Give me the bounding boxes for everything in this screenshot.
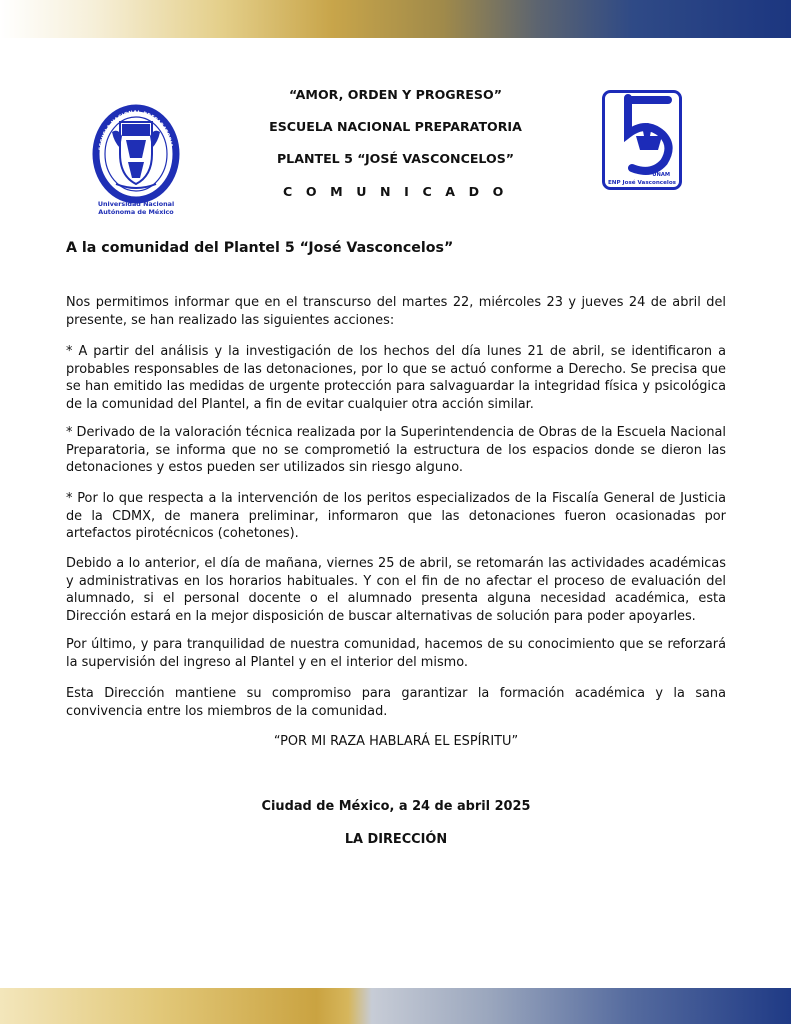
salutation: A la comunidad del Plantel 5 “José Vasconcelos” xyxy=(66,240,454,256)
unam-ring-text: ESCUELA NACIONAL PREPARATORIA xyxy=(98,109,174,151)
unam-name-line-2: Autónoma de México xyxy=(98,208,174,216)
paragraph-experts: * Por lo que respecta a la intervención de los peritos especializados de la Fiscalía General de Justicia de la CDMX, de manera preliminar, informaron que las detonaciones fueron ocasionadas por artefactos pirotécnicos (cohetones). xyxy=(66,491,726,541)
plantel-name: PLANTEL 5 “JOSÉ VASCONCELOS” xyxy=(276,151,515,166)
paragraph-investigation: * A partir del análisis y la investigación de los hechos del día lunes 21 de abril, se identificaron a probables responsables de las detonaciones, por lo que se actuó conforme a Derecho. Se precisa que se han emitido las medidas de urgente protección para salvaguardar la integridad física y psicológica de la comunidad del Plantel, a fin de evitar cualquier otra acción similar. xyxy=(66,344,726,412)
paragraph-structure: * Derivado de la valoración técnica realizada por la Superintendencia de Obras de la Escuela Nacional Preparatoria, se informa que no se comprometió la estructura de los espacios donde se dieron las detonaciones y estos pueden ser utilizados sin riesgo alguno. xyxy=(66,425,726,475)
unam-logo xyxy=(92,92,180,218)
bottom-decorative-band xyxy=(0,988,791,1024)
enp5-logo xyxy=(602,90,682,190)
institution-motto: “AMOR, ORDEN Y PROGRESO” xyxy=(289,87,502,102)
paragraph-intro: Nos permitimos informar que en el transcurso del martes 22, miércoles 23 y jueves 24 de abril del presente, se han realizado las siguientes acciones: xyxy=(66,295,726,328)
signature: LA DIRECCIÓN xyxy=(344,832,448,847)
document-date: Ciudad de México, a 24 de abril 2025 xyxy=(261,799,531,814)
paragraph-resume-activities: Debido a lo anterior, el día de mañana, viernes 25 de abril, se retomarán las actividades académicas y administrativas en los horarios habituales. Y con el fin de no afectar el proceso de evaluación del alumnado, si el personal docente o el alumnado presenta alguna necesidad académica, esta Dirección estará en la mejor disposición de buscar alternativas de solución para poder apoyarles. xyxy=(66,556,726,624)
enp-logo-unam-text: UNAM xyxy=(652,172,670,178)
closing-motto: “POR MI RAZA HABLARÁ EL ESPÍRITU” xyxy=(273,734,519,749)
top-decorative-band xyxy=(0,0,791,38)
paragraph-supervision: Por último, y para tranquilidad de nuestra comunidad, hacemos de su conocimiento que se reforzará la supervisión del ingreso al Plantel y en el interior del mismo. xyxy=(66,637,726,670)
school-name: ESCUELA NACIONAL PREPARATORIA xyxy=(269,119,522,134)
enp-logo-name-text: ENP José Vasconcelos xyxy=(607,180,677,186)
paragraph-commitment: Esta Dirección mantiene su compromiso para garantizar la formación académica y la sana convivencia entre los miembros de la comunidad. xyxy=(66,686,726,719)
unam-name-line-1: Universidad Nacional xyxy=(97,200,175,208)
document-type: C O M U N I C A D O xyxy=(283,184,508,199)
